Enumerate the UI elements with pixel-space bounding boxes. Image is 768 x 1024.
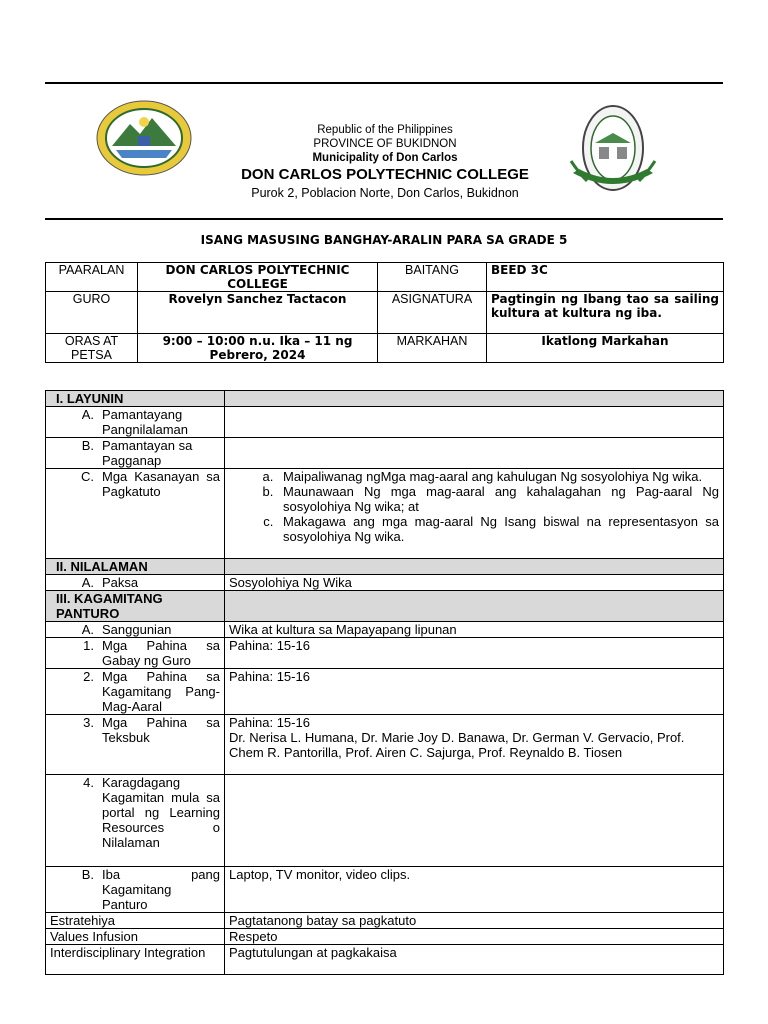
karagdagang-value [225,775,724,867]
document-header [200,123,570,201]
layunin-heading: I. LAYUNIN [46,391,225,407]
iba-pang-value: Laptop, TV monitor, video clips. [225,867,724,913]
paksa-num: A. [81,575,94,590]
guro-value: Rovelyn Sanchez Tactacon [138,292,378,334]
paksa-cell [46,575,225,591]
pamantayang-row [46,407,724,438]
estratehiya-value: Pagtatanong batay sa pagkatuto [225,913,724,929]
iba-pang-label: Iba pang Kagamitang Panturo [102,867,220,912]
pagganap-num: B. [81,438,94,453]
karagdagang-num: 4. [83,775,94,790]
oras-label: ORAS AT PETSA [46,334,138,363]
baitang-label: BAITANG [378,263,487,292]
pagganap-label: Pamantayan sa Pagganap [102,438,193,468]
header-rule [45,218,723,220]
teksbuk-row [46,715,724,775]
interdisciplinary-row [46,945,724,975]
kasanayan-num: C. [81,469,94,484]
iba-pang-row [46,867,724,913]
kasanayan-cell [46,469,225,559]
karagdagang-label: Karagdagang Kagamitan mula sa portal ng Learning Resources o Nilalaman [102,775,220,850]
karagdagang-row [46,775,724,867]
lesson-plan-title: ISANG MASUSING BANGHAY-ARALIN PARA SA GRADE 5 [200,233,568,247]
asignatura-label: ASIGNATURA [378,292,487,334]
pamantayang-num: A. [81,407,94,422]
sanggunian-cell [46,622,225,638]
republic-text: Republic of the Philippines [317,124,453,136]
interdisciplinary-label: Interdisciplinary Integration [46,945,225,975]
teksbuk-value-cell [225,715,724,775]
sanggunian-label: Sanggunian [102,622,172,637]
kagamitang-label: Mga Pahina sa Kagamitang Pang-Mag-Aaral [102,669,220,714]
top-rule [45,82,723,84]
estratehiya-row [46,913,724,929]
pagganap-row [46,438,724,469]
pamantayang-cell [46,407,225,438]
teksbuk-pages: Pahina: 15-16 [229,715,310,730]
municipality-text: Municipality of Don Carlos [312,152,458,164]
nilalaman-section-row [46,559,724,575]
gabay-num: 1. [83,638,94,653]
pamantayang-value [225,407,724,438]
karagdagang-cell [46,775,225,867]
province-text: PROVINCE OF BUKIDNON [313,138,457,150]
values-label: Values Infusion [46,929,225,945]
markahan-label: MARKAHAN [378,334,487,363]
kagamitang-row [46,669,724,715]
layunin-section-row [46,391,724,407]
objective-item: c. Makagawa ang mga mag-aaral Ng Isang biswal na representasyon sa sosyolohiya Ng wika. [277,514,719,544]
teksbuk-num: 3. [83,715,94,730]
baitang-value: BEED 3C [487,263,724,292]
nilalaman-empty-cell [225,559,724,575]
paksa-row [46,575,724,591]
college-address: Purok 2, Poblacion Norte, Don Carlos, Bukidnon [251,186,519,200]
kagamitan-empty-cell [225,591,724,622]
sanggunian-value: Wika at kultura sa Mapayapang lipunan [225,622,724,638]
estratehiya-label: Estratehiya [46,913,225,929]
kagamitan-section-row [46,591,724,622]
municipality-seal-logo [96,100,192,181]
layunin-empty-cell [225,391,724,407]
paksa-value: Sosyolohiya Ng Wika [225,575,724,591]
college-seal-logo [565,103,661,198]
sanggunian-num: A. [81,622,94,637]
teksbuk-label: Mga Pahina sa Teksbuk [102,715,220,745]
values-row [46,929,724,945]
info-row-paaralan [46,263,724,292]
gabay-cell [46,638,225,669]
paaralan-value: DON CARLOS POLYTECHNIC COLLEGE [138,263,378,292]
objective-item: b. Maunawaan Ng mga mag-aaral ang kahalagahan ng Pag-aaral Ng sosyolohiya Ng wika; at [277,484,719,514]
values-value: Respeto [225,929,724,945]
asignatura-value: Pagtingin ng Ibang tao sa sailing kultura at kultura ng iba. [487,292,724,334]
pagganap-cell [46,438,225,469]
gabay-label: Mga Pahina sa Gabay ng Guro [102,638,220,668]
kagamitang-value: Pahina: 15-16 [225,669,724,715]
interdisciplinary-value: Pagtutulungan at pagkakaisa [225,945,724,975]
teksbuk-authors: Dr. Nerisa L. Humana, Dr. Marie Joy D. Banawa, Dr. German V. Gervacio, Prof. Chem R. Pantorilla, Prof. Airen C. Sajurga, Prof. Reynaldo B. Tiosen [229,730,685,760]
college-name: DON CARLOS POLYTECHNIC COLLEGE [241,166,529,183]
markahan-value: Ikatlong Markahan [487,334,724,363]
iba-pang-num: B. [81,867,94,882]
objective-item: a. Maipaliwanag ngMga mag-aaral ang kahulugan Ng sosyolohiya Ng wika. [277,469,719,484]
iba-pang-cell [46,867,225,913]
kagamitang-cell [46,669,225,715]
kagamitang-num: 2. [83,669,94,684]
teksbuk-cell [46,715,225,775]
info-table [45,262,724,363]
pagganap-value [225,438,724,469]
sanggunian-row [46,622,724,638]
nilalaman-heading: II. NILALAMAN [46,559,225,575]
pamantayang-label: Pamantayang Pangnilalaman [102,407,189,437]
guro-label: GURO [46,292,138,334]
gabay-value: Pahina: 15-16 [225,638,724,669]
kasanayan-label: Mga Kasanayan sa Pagkatuto [102,469,220,499]
info-row-guro [46,292,724,334]
objectives-cell [225,469,724,559]
kagamitan-heading: III. KAGAMITANG PANTURO [46,591,225,622]
oras-value: 9:00 – 10:00 n.u. Ika – 11 ng Pebrero, 2024 [138,334,378,363]
info-row-oras [46,334,724,363]
paaralan-label: PAARALAN [46,263,138,292]
objectives-list [229,469,719,544]
paksa-label: Paksa [102,575,139,590]
gabay-row [46,638,724,669]
lesson-plan-table [45,390,724,975]
kasanayan-row [46,469,724,559]
